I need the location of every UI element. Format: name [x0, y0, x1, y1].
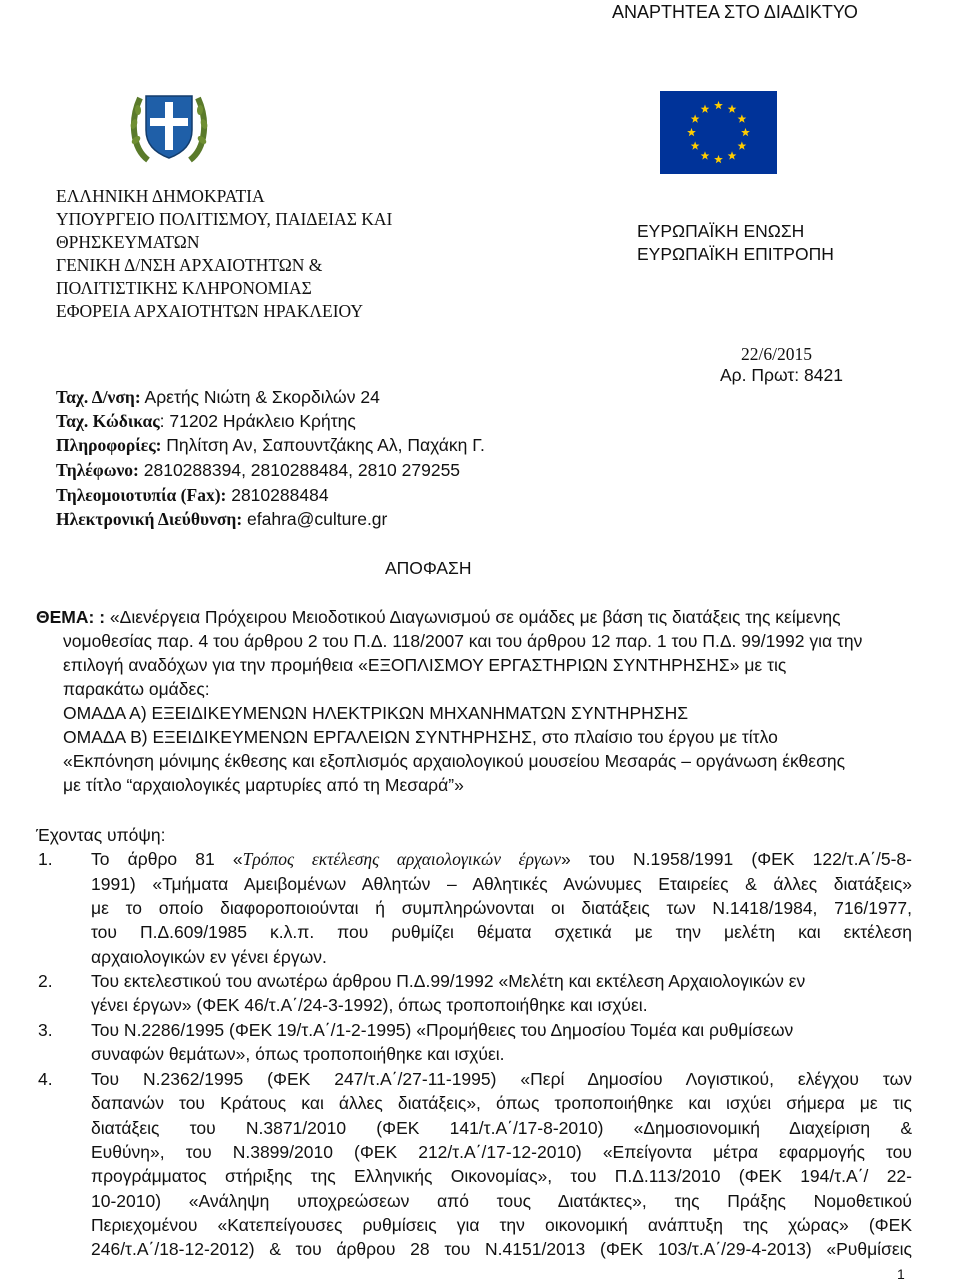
item-line: διατάξεις του Ν.3871/2010 (ΦΕΚ 141/τ.Α΄/17-8-2010) «Δημοσιονομική Διαχείριση &	[91, 1118, 912, 1138]
subject-line: επιλογή αναδόχων για την προμήθεια «ΕΞΟΠΛΙΣΜΟΥ ΕΡΓΑΣΤΗΡΙΩΝ ΣΥΝΤΗΡΗΣΗΣ» με τις	[63, 655, 787, 675]
issuer-line: ΕΛΛΗΝΙΚΗ ΔΗΜΟΚΡΑΤΙΑ	[56, 186, 265, 206]
contact-info: Πληροφορίες: Πηλίτση Αν, Σαπουντζάκης Αλ, Παχάκη Γ.	[56, 435, 485, 455]
item-line: Του Ν.2286/1995 (ΦΕΚ 19/τ.Α΄/1-2-1995) «Προμήθειες του Δημοσίου Τομέα και ρυθμίσεων	[91, 1020, 794, 1040]
item-line: 10-2010) «Ανάληψη υποχρεώσεων από τους Διατάκτες», της Πράξης Νομοθετικού	[91, 1191, 912, 1211]
item-line: του Π.Δ.609/1985 κ.λ.π. που ρυθμίζει θέματα σχετικά με την μελέτη και εκτέλεση	[91, 922, 912, 942]
item-number: 4.	[38, 1069, 53, 1089]
item-line: Του εκτελεστικού του ανωτέρω άρθρου Π.Δ.99/1992 «Μελέτη και εκτέλεση Αρχαιολογικών εν	[91, 971, 806, 991]
eu-union-label: ΕΥΡΩΠΑΪΚΗ ΕΝΩΣΗ	[637, 221, 805, 241]
issuer-line: ΠΟΛΙΤΙΣΤΙΚΗΣ ΚΛΗΡΟΝΟΜΙΑΣ	[56, 278, 312, 298]
item-line: Το άρθρο 81 «Τρόπος εκτέλεσης αρχαιολογικών έργων» του Ν.1958/1991 (ΦΕΚ 122/τ.Α΄/5-8-	[91, 849, 912, 869]
item-number: 1.	[38, 849, 53, 869]
contact-phone: Τηλέφωνο: 2810288394, 2810288484, 2810 279255	[56, 460, 461, 480]
item-number: 3.	[38, 1020, 53, 1040]
contact-postcode: Ταχ. Κώδικας: 71202 Ηράκλειο Κρήτης	[56, 411, 356, 431]
item-line: Του Ν.2362/1995 (ΦΕΚ 247/τ.Α΄/27-11-1995) «Περί Δημοσίου Λογιστικού, ελέγχου των	[91, 1069, 912, 1089]
subject-first-line: ΘΕΜΑ: : «Διενέργεια Πρόχειρου Μειοδοτικού Διαγωνισμού σε ομάδες με βάση τις διατάξεις της κείμενης	[36, 607, 841, 627]
item-line: συναφών θεμάτων», όπως τροποποιήθηκε και ισχύει.	[91, 1044, 505, 1064]
publication-banner: ΑΝΑΡΤΗΤΕΑ ΣΤΟ ΔΙΑΔΙΚΤΥΟ	[612, 2, 858, 22]
contact-address: Ταχ. Δ/νση: Αρετής Νιώτη & Σκορδιλών 24	[56, 387, 380, 407]
issuer-line: ΥΠΟΥΡΓΕΙΟ ΠΟΛΙΤΙΣΜΟΥ, ΠΑΙΔΕΙΑΣ ΚΑΙ	[56, 209, 393, 229]
item-line: αρχαιολογικών εν γένει έργων.	[91, 947, 327, 967]
greek-coat-of-arms-icon	[126, 82, 212, 170]
subject-group-b: ΟΜΑΔΑ Β) ΕΞΕΙΔΙΚΕΥΜΕΝΩΝ ΕΡΓΑΛΕΙΩΝ ΣΥΝΤΗΡΗΣΗΣ, στο πλαίσιο του έργου με τίτλο	[63, 727, 778, 747]
subject-line: με τίτλο “αρχαιολογικές μαρτυρίες από τη Μεσαρά”»	[63, 775, 464, 795]
decision-title: ΑΠΟΦΑΣΗ	[385, 558, 472, 578]
item-line: γένει έργων» (ΦΕΚ 46/τ.Α΄/24-3-1992), όπως τροποποιήθηκε και ισχύει.	[91, 995, 648, 1015]
issuer-line: ΓΕΝΙΚΗ Δ/ΝΣΗ ΑΡΧΑΙΟΤΗΤΩΝ &	[56, 255, 323, 275]
subject-group-a: ΟΜΑΔΑ Α) ΕΞΕΙΔΙΚΕΥΜΕΝΩΝ ΗΛΕΚΤΡΙΚΩΝ ΜΗΧΑΝΗΜΑΤΩΝ ΣΥΝΤΗΡΗΣΗΣ	[63, 703, 689, 723]
protocol-number: Αρ. Πρωτ: 8421	[720, 365, 843, 385]
eu-flag-icon	[660, 91, 777, 174]
contact-fax: Τηλεομοιοτυπία (Fax): 2810288484	[56, 485, 329, 505]
subject-line: παρακάτω ομάδες:	[63, 679, 210, 699]
subject-line: νομοθεσίας παρ. 4 του άρθρου 2 του Π.Δ. 118/2007 και του άρθρου 12 παρ. 1 του Π.Δ. 99/1992 για την	[63, 631, 863, 651]
item-line: με το οποίο διαφοροποιούνται ή συμπληρώνονται οι διατάξεις των Ν.1418/1984, 716/1977,	[91, 898, 912, 918]
issuer-line: ΕΦΟΡΕΙΑ ΑΡΧΑΙΟΤΗΤΩΝ ΗΡΑΚΛΕΙΟΥ	[56, 301, 363, 321]
item-number: 2.	[38, 971, 53, 991]
considering-heading: Έχοντας υπόψη:	[36, 825, 166, 845]
item-line: 246/τ.Α΄/18-12-2012) & του άρθρου 28 του Ν.4151/2013 (ΦΕΚ 103/τ.Α΄/29-4-2013) «Ρυθμίσεις	[91, 1239, 912, 1259]
page-number: 1	[897, 1266, 905, 1282]
issuer-line: ΘΡΗΣΚΕΥΜΑΤΩΝ	[56, 232, 200, 252]
document-date: 22/6/2015	[741, 344, 812, 364]
item-line: δαπανών του Κράτους και άλλες διατάξεις», όπως τροποποιήθηκε και ισχύει σήμερα με τις	[91, 1093, 912, 1113]
item-line: 1991) «Τμήματα Αμειβομένων Αθλητών – Αθλητικές Ανώνυμες Εταιρείες & άλλες διατάξεις»	[91, 874, 912, 894]
item-line: προγράμματος στήριξης της Ελληνικής Οικονομίας», του Π.Δ.113/2010 (ΦΕΚ 194/τ.Α΄/ 22-	[91, 1166, 912, 1186]
item-line: Ευθύνη», του Ν.3899/2010 (ΦΕΚ 212/τ.Α΄/17-12-2010) «Επείγοντα μέτρα εφαρμογής του	[91, 1142, 912, 1162]
subject-line: «Εκπόνηση μόνιμης έκθεσης και εξοπλισμός αρχαιολογικού μουσείου Μεσαράς – οργάνωση έκθεσης	[63, 751, 846, 771]
item-line: Περιεχομένου «Κατεπείγουσες ρυθμίσεις για την οικονομική ανάπτυξη της χώρας» (ΦΕΚ	[91, 1215, 912, 1235]
eu-commission-label: ΕΥΡΩΠΑΪΚΗ ΕΠΙΤΡΟΠΗ	[637, 244, 834, 264]
contact-email: Ηλεκτρονική Διεύθυνση: efahra@culture.gr	[56, 509, 388, 529]
